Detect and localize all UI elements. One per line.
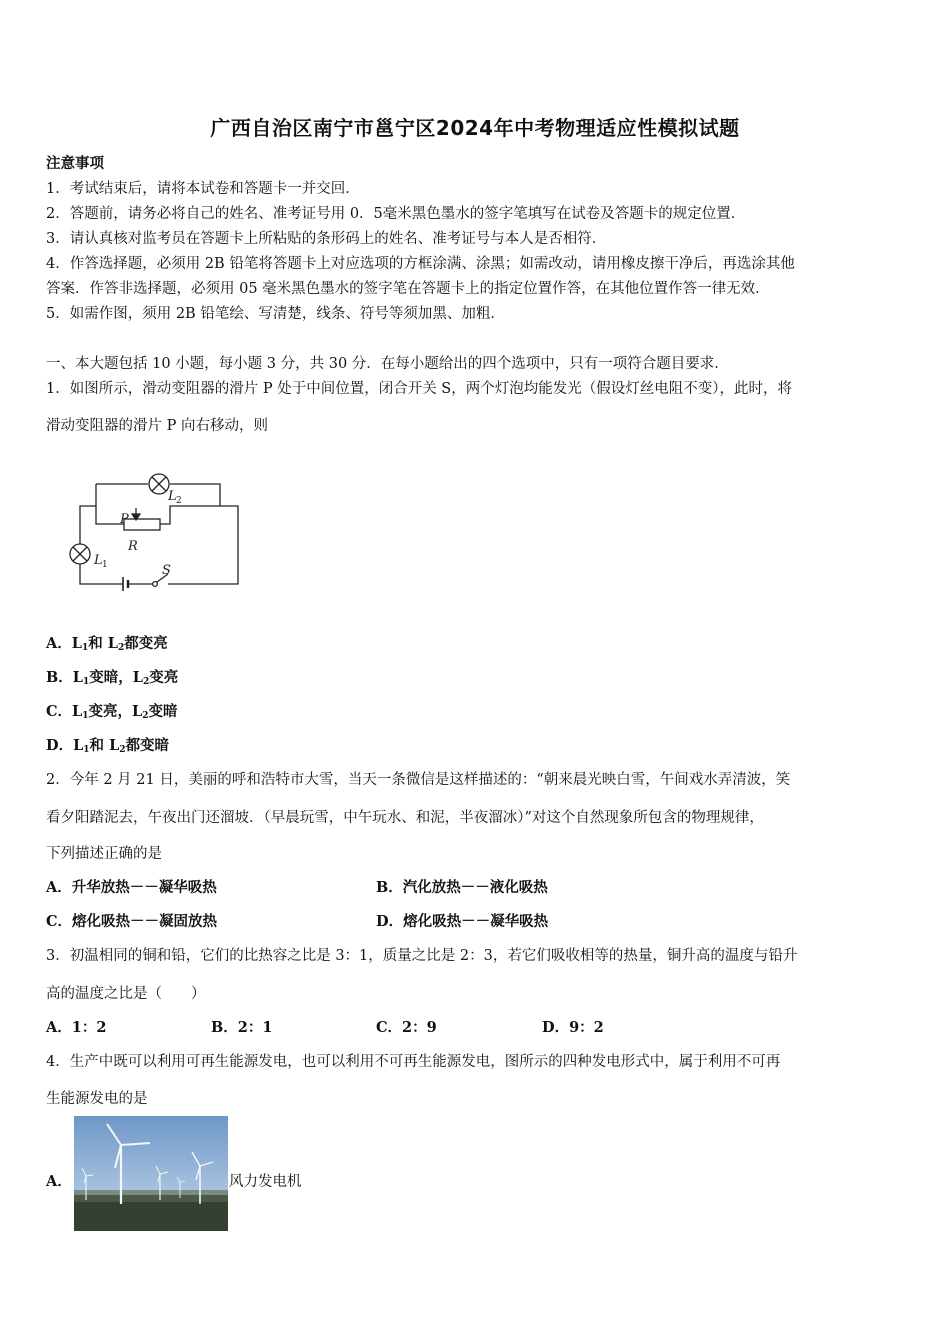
option-letter: C． — [376, 1019, 403, 1036]
q3-option-a — [46, 1016, 106, 1037]
subscript: 1 — [82, 677, 90, 687]
question-2-text: 2．今年 2 月 21 日，美丽的呼和浩特市大雪，当天一条微信是这样描述的：“朝来晨光映白雪，午间戏水弄清波，笑 — [46, 772, 791, 788]
option-text: 熔化吸热－－凝华吸热 — [403, 913, 549, 930]
option-text: 变亮 — [149, 669, 179, 686]
notice-item: 4．作答选择题，必须用 2B 铅笔将答题卡上对应选项的方框涂满、涂黑；如需改动，请用橡皮擦干净后，再选涂其他 — [46, 256, 795, 272]
q1-option-d — [46, 734, 169, 755]
option-letter: D． — [376, 913, 404, 930]
circuit-diagram — [60, 460, 250, 600]
option-letter: C． — [46, 703, 73, 720]
option-letter: B． — [46, 669, 73, 686]
exam-title: 广西自治区南宁市邕宁区2024年中考物理适应性模拟试题 — [210, 116, 740, 140]
question-3-text: 高的温度之比是（ ） — [46, 986, 206, 1002]
q3-option-b — [211, 1016, 272, 1037]
label-l1-subscript: 1 — [102, 560, 108, 570]
option-text: 变暗 — [148, 703, 178, 720]
option-text: 变亮，L — [88, 703, 143, 720]
option-text: 都变暗 — [125, 737, 170, 754]
option-text: 和 L — [89, 737, 120, 754]
option-letter: D． — [542, 1019, 570, 1036]
question-2-text: 下列描述正确的是 — [46, 846, 162, 862]
q2-option-b — [376, 876, 548, 897]
option-text: L — [72, 669, 83, 686]
option-text: L — [71, 635, 82, 652]
label-l2-subscript: 2 — [176, 496, 182, 506]
question-4-text: 生能源发电的是 — [46, 1091, 148, 1107]
option-text: 熔化吸热－－凝固放热 — [72, 913, 218, 930]
q4-option-a-letter: A． — [46, 1173, 72, 1190]
option-letter: D． — [46, 737, 74, 754]
q2-option-a — [46, 876, 217, 897]
option-text: 和 L — [88, 635, 118, 652]
q4-option-a-text: 风力发电机 — [229, 1174, 302, 1190]
label-p: P — [120, 512, 129, 527]
label-s: S — [162, 563, 171, 578]
option-letter: C． — [46, 913, 73, 930]
notice-item: 答案．作答非选择题，必须用 05 毫米黑色墨水的签字笔在答题卡上的指定位置作答，在其他位置作答一律无效． — [46, 281, 770, 297]
q1-option-a — [46, 632, 168, 653]
subscript: 1 — [83, 745, 90, 755]
option-text: 都变亮 — [124, 635, 168, 652]
option-letter: A． — [46, 1019, 72, 1036]
q2-option-c — [46, 910, 217, 931]
q1-option-c — [46, 700, 177, 721]
option-letter: B． — [211, 1019, 238, 1036]
label-l1: L — [94, 553, 103, 568]
option-text: 9：2 — [569, 1019, 604, 1036]
option-text: L — [72, 703, 83, 720]
subscript: 2 — [117, 643, 125, 653]
option-text: 2：9 — [402, 1019, 437, 1036]
notice-heading: 注意事项 — [46, 155, 104, 172]
wind-turbine-photo — [74, 1116, 228, 1231]
question-2-text: 看夕阳踏泥去，午夜出门还溜坡．（早晨玩雪，中午玩水、和泥，半夜溜冰）”对这个自然现象所包含的物理规律， — [46, 810, 764, 826]
q1-option-b — [46, 666, 178, 687]
subscript: 1 — [81, 643, 89, 653]
option-text: 汽化放热－－液化吸热 — [402, 879, 548, 896]
option-text: 1：2 — [71, 1019, 107, 1036]
q2-option-d — [376, 910, 548, 931]
question-4-text: 4．生产中既可以利用可再生能源发电，也可以利用不可再生能源发电，图所示的四种发电形式中，属于利用不可再 — [46, 1054, 781, 1070]
subscript: 2 — [119, 745, 126, 755]
option-letter: A． — [46, 635, 72, 652]
option-letter: A． — [46, 879, 72, 896]
subscript: 2 — [142, 711, 149, 721]
question-3-text: 3．初温相同的铜和铅，它们的比热容之比是 3：1，质量之比是 2：3，若它们吸收相等的热量，铜升高的温度与铅升 — [46, 948, 798, 964]
option-text: 2：1 — [237, 1019, 273, 1036]
section-heading: 一、本大题包括 10 小题，每小题 3 分，共 30 分．在每小题给出的四个选项中，只有一项符合题目要求． — [46, 356, 729, 372]
rheostat-icon — [124, 508, 160, 530]
option-letter: B． — [376, 879, 403, 896]
question-1-text: 滑动变阻器的滑片 P 向右移动，则 — [46, 418, 268, 434]
subscript: 1 — [82, 711, 89, 721]
q3-option-d — [542, 1016, 604, 1037]
q3-option-c — [376, 1016, 437, 1037]
option-text: 升华放热－－凝华吸热 — [71, 879, 217, 896]
question-1-text: 1．如图所示，滑动变阻器的滑片 P 处于中间位置，闭合开关 S，两个灯泡均能发光（假设灯丝电阻不变），此时，将 — [46, 381, 792, 397]
notice-item: 5．如需作图，须用 2B 铅笔绘、写清楚，线条、符号等须加黑、加粗． — [46, 306, 505, 322]
option-text: 变暗，L — [89, 669, 143, 686]
lamp-l1-icon — [70, 544, 90, 564]
notice-item: 2．答题前，请务必将自己的姓名、准考证号用 0．5毫米黑色墨水的签字笔填写在试卷及答题卡的规定位置． — [46, 206, 746, 222]
subscript: 2 — [142, 677, 150, 687]
notice-item: 3．请认真核对监考员在答题卡上所粘贴的条形码上的姓名、准考证号与本人是否相符． — [46, 231, 607, 247]
lamp-l2-icon — [149, 474, 169, 494]
label-l2: L — [168, 489, 177, 504]
label-r: R — [128, 539, 138, 554]
notice-item: 1．考试结束后，请将本试卷和答题卡一并交回． — [46, 181, 360, 197]
option-text: L — [73, 737, 84, 754]
